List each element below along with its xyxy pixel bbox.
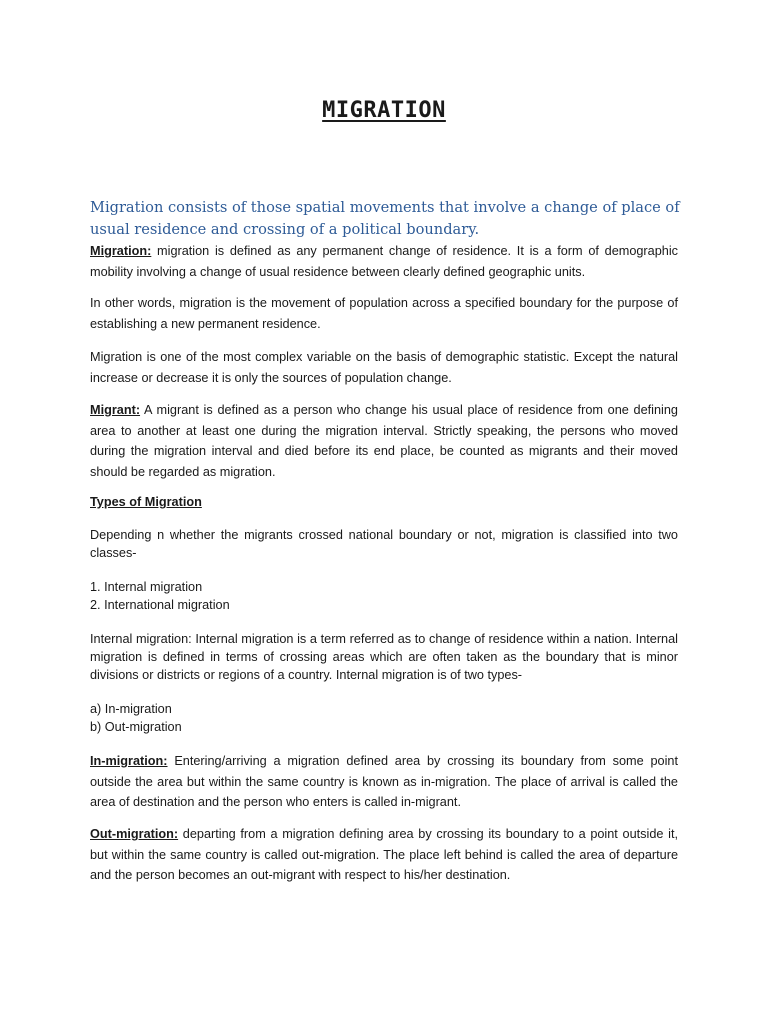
classes-list <box>90 578 678 614</box>
migrant-term: Migrant: <box>90 403 141 417</box>
other-words-text: In other words, migration is the movement of population across a specified boundary for the purpose of establishing a new permanent residence. <box>90 296 678 331</box>
types-heading: Types of Migration <box>90 495 202 509</box>
in-migration-paragraph <box>90 751 678 813</box>
out-migration-term: Out-migration: <box>90 827 179 841</box>
migrant-definition-text: A migrant is defined as a person who change his usual place of residence from one defining area to another at least one during the migration interval. Strictly speaking, the persons who moved during the migration interval and died before its end place, be counted as migrants and their moved should be regarded as migration. <box>90 403 678 479</box>
migrant-definition-paragraph <box>90 400 678 482</box>
in-migration-text: Entering/arriving a migration defined area by crossing its boundary from some point outside the area but within the same country is known as in-migration. The place of arrival is called the area of destination and the person who enters is called in-migrant. <box>90 754 678 809</box>
out-migration-paragraph <box>90 824 678 886</box>
classification-text: Depending n whether the migrants crossed national boundary or not, migration is classified into two classes- <box>90 528 678 560</box>
list-item: 1. Internal migration <box>90 580 203 594</box>
in-migration-term: In-migration: <box>90 754 168 768</box>
page-title: MIGRATION <box>322 98 446 123</box>
list-item: 2. International migration <box>90 598 230 612</box>
list-item: b) Out-migration <box>90 720 182 734</box>
lead-paragraph: Migration consists of those spatial movements that involve a change of place of usual residence and crossing of a political boundary. <box>90 199 680 238</box>
migration-definition-text: migration is defined as any permanent change of residence. It is a form of demographic mobility involving a change of usual residence between clearly defined geographic units. <box>90 244 678 279</box>
complex-variable-text: Migration is one of the most complex variable on the basis of demographic statistic. Except the natural increase or decrease it is only the sources of population change. <box>90 350 678 385</box>
other-words-paragraph <box>90 293 678 334</box>
migration-definition-paragraph <box>90 241 678 282</box>
migration-term: Migration: <box>90 244 152 258</box>
out-migration-text: departing from a migration defining area by crossing its boundary to a point outside it, but within the same country is called out-migration. The place left behind is called the area of departure and the person becomes an out-migrant with respect to his/her destination. <box>90 827 678 882</box>
internal-migration-paragraph <box>90 630 678 684</box>
complex-variable-paragraph <box>90 347 678 388</box>
internal-types-list <box>90 700 678 736</box>
types-heading-block <box>90 492 678 513</box>
internal-migration-text: Internal migration: Internal migration is a term referred as to change of residence within a nation. Internal migration is defined in terms of crossing areas which are often taken as the boundary that is minor divisions or districts or regions of a country. Internal migration is of two types- <box>90 632 678 682</box>
classification-paragraph <box>90 526 678 562</box>
list-item: a) In-migration <box>90 702 172 716</box>
